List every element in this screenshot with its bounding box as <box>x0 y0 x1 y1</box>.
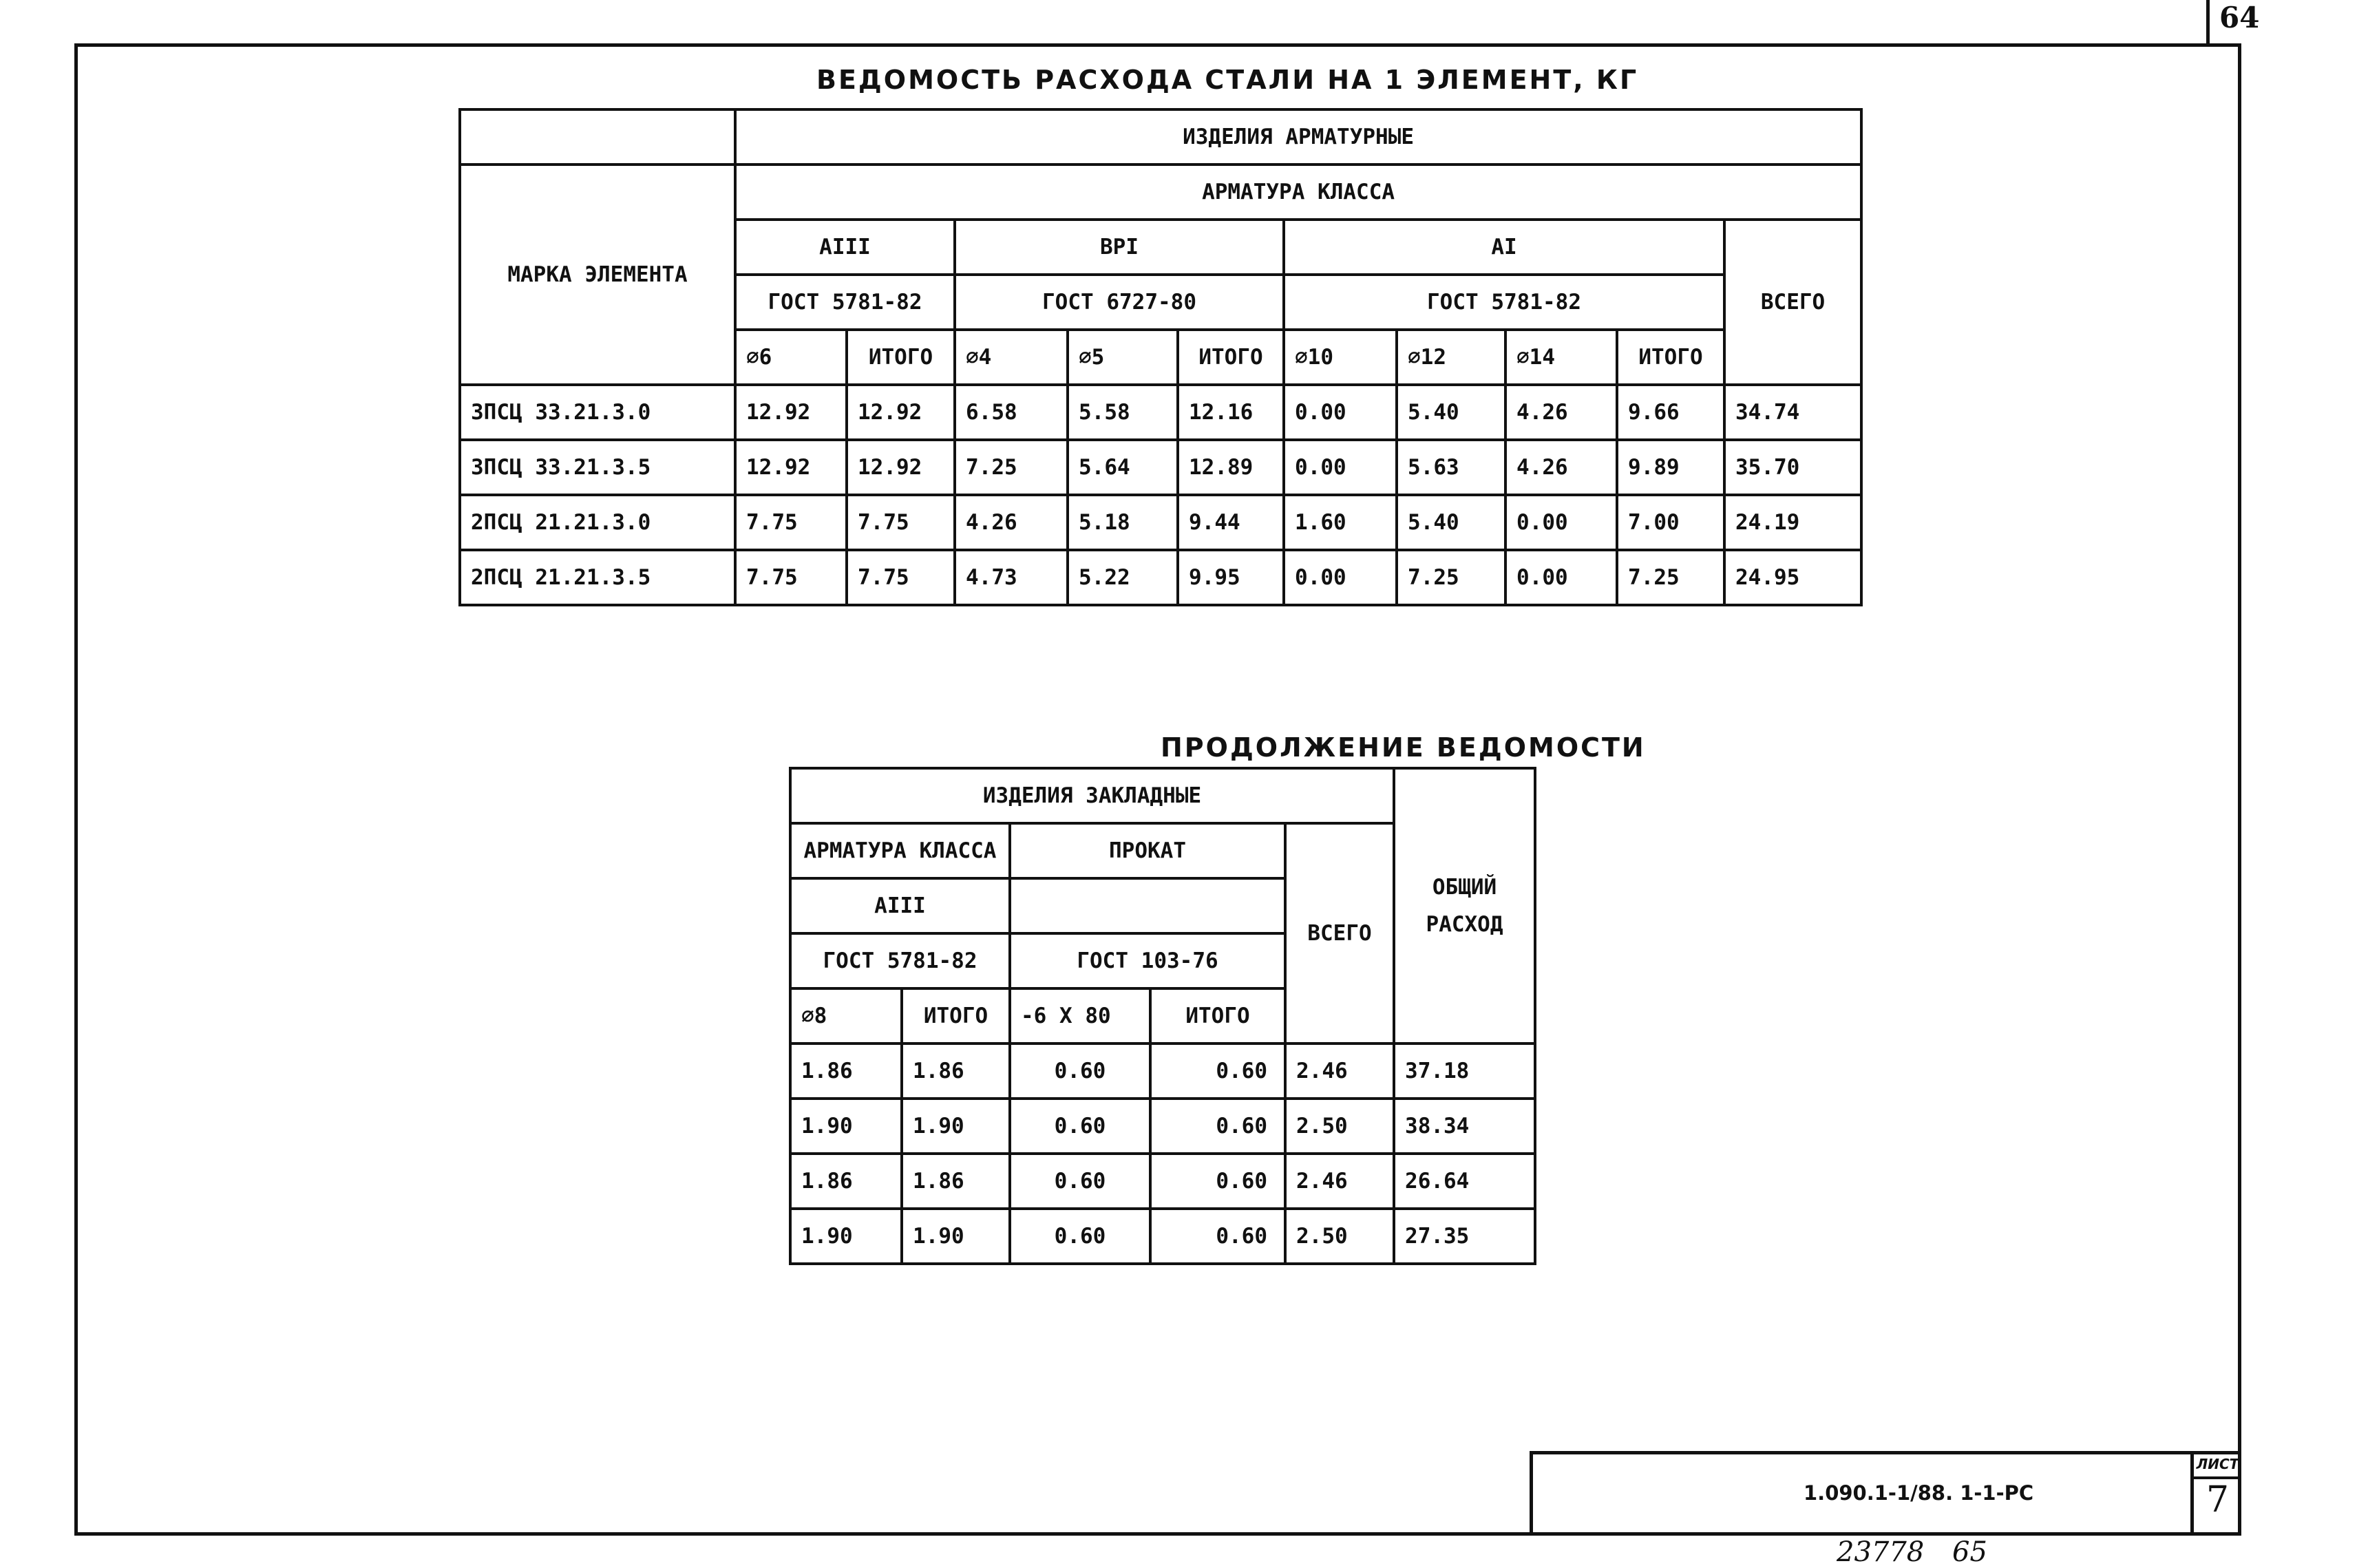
cell: 1.86 <box>790 1154 902 1209</box>
table-row <box>790 1154 1535 1209</box>
cell: 5.63 <box>1397 440 1505 495</box>
cell: 0.60 <box>1150 1099 1285 1154</box>
cell: 0.00 <box>1505 550 1617 605</box>
cell: 12.92 <box>735 440 847 495</box>
cell: 9.89 <box>1617 440 1724 495</box>
steel-consumption-table <box>458 108 1863 606</box>
cell: 6.58 <box>955 385 1068 440</box>
cell-general: 37.18 <box>1394 1043 1535 1099</box>
armatura-header: АРМАТУРА КЛАССА <box>790 823 1010 878</box>
col-header-d8: ∅8 <box>790 988 902 1043</box>
col-header-d4: ∅4 <box>955 330 1068 385</box>
general-header-line2: РАСХОД <box>1426 912 1503 937</box>
cell-total: 2.50 <box>1285 1099 1394 1154</box>
mark-header: МАРКА ЭЛЕМЕНТА <box>460 165 735 385</box>
class-header-vri: ВРI <box>955 220 1284 275</box>
class-header: АIII <box>790 878 1010 933</box>
table-row <box>460 440 1861 495</box>
table2-title: ПРОДОЛЖЕНИЕ ВЕДОМОСТИ <box>1161 732 1646 763</box>
cell: 0.60 <box>1010 1154 1150 1209</box>
cell-total: 2.46 <box>1285 1154 1394 1209</box>
cell: 9.66 <box>1617 385 1724 440</box>
total-header: ВСЕГО <box>1285 823 1394 1043</box>
table-row <box>790 1099 1535 1154</box>
cell: 0.00 <box>1505 495 1617 550</box>
cell: 12.89 <box>1178 440 1284 495</box>
cell: 1.90 <box>902 1099 1010 1154</box>
cell: 0.60 <box>1150 1154 1285 1209</box>
gost-header-3: ГОСТ 5781-82 <box>1284 275 1724 330</box>
cell: 0.60 <box>1010 1209 1150 1264</box>
general-header-line1: ОБЩИЙ <box>1432 875 1497 900</box>
cell: 4.26 <box>1505 440 1617 495</box>
table1-title: ВЕДОМОСТЬ РАСХОДА СТАЛИ НА 1 ЭЛЕМЕНТ, КГ <box>816 65 1639 95</box>
cell: 12.16 <box>1178 385 1284 440</box>
prokat-header: ПРОКАТ <box>1010 823 1285 878</box>
embedded-parts-table <box>789 767 1536 1265</box>
top-page-number: 64 <box>2206 0 2248 43</box>
cell-general: 26.64 <box>1394 1154 1535 1209</box>
col-header-itogo-3: ИТОГО <box>1617 330 1724 385</box>
cell: 0.00 <box>1284 550 1397 605</box>
cell: 0.60 <box>1150 1043 1285 1099</box>
cell: 0.60 <box>1150 1209 1285 1264</box>
cell: 4.26 <box>955 495 1068 550</box>
cell: 0.60 <box>1010 1099 1150 1154</box>
col-header-d12: ∅12 <box>1397 330 1505 385</box>
cell-general: 27.35 <box>1394 1209 1535 1264</box>
cell-total: 2.46 <box>1285 1043 1394 1099</box>
cell-total: 35.70 <box>1724 440 1861 495</box>
cell-total: 34.74 <box>1724 385 1861 440</box>
gost-header-2: ГОСТ 6727-80 <box>955 275 1284 330</box>
cell: 5.64 <box>1068 440 1178 495</box>
class-header-ai: АI <box>1284 220 1724 275</box>
cell: 5.40 <box>1397 385 1505 440</box>
gost-header-1: ГОСТ 5781-82 <box>735 275 955 330</box>
cell: 7.75 <box>847 495 955 550</box>
table-row <box>460 550 1861 605</box>
cell: 1.86 <box>902 1043 1010 1099</box>
cell: 5.18 <box>1068 495 1178 550</box>
col-header-d6: ∅6 <box>735 330 847 385</box>
cell: 5.22 <box>1068 550 1178 605</box>
table-row <box>460 385 1861 440</box>
cell-total: 24.95 <box>1724 550 1861 605</box>
cell: 7.00 <box>1617 495 1724 550</box>
cell: 0.60 <box>1010 1043 1150 1099</box>
row-mark: 2ПСЦ 21.21.3.0 <box>460 495 735 550</box>
cell: 4.73 <box>955 550 1068 605</box>
row-mark: 2ПСЦ 21.21.3.5 <box>460 550 735 605</box>
footer-page-number: 65 <box>1952 1536 1987 1568</box>
row-mark: 3ПСЦ 33.21.3.5 <box>460 440 735 495</box>
subgroup-header: АРМАТУРА КЛАССА <box>735 165 1861 220</box>
cell: 7.25 <box>955 440 1068 495</box>
group-header: ИЗДЕЛИЯ ЗАКЛАДНЫЕ <box>790 768 1394 823</box>
col-header-itogo-1: ИТОГО <box>847 330 955 385</box>
cell-general: 38.34 <box>1394 1099 1535 1154</box>
col-header-d14: ∅14 <box>1505 330 1617 385</box>
cell: 12.92 <box>735 385 847 440</box>
col-header-itogo-2: ИТОГО <box>1150 988 1285 1043</box>
cell-total: 24.19 <box>1724 495 1861 550</box>
prokat-class-blank <box>1010 878 1285 933</box>
sheet-box <box>2190 1453 2241 1536</box>
cell: 1.86 <box>790 1043 902 1099</box>
cell: 7.75 <box>735 550 847 605</box>
col-header-itogo-1: ИТОГО <box>902 988 1010 1043</box>
cell: 12.92 <box>847 440 955 495</box>
col-header-strip: -6 Х 80 <box>1010 988 1150 1043</box>
sheet-label: ЛИСТ <box>2194 1453 2241 1479</box>
col-header-d10: ∅10 <box>1284 330 1397 385</box>
row-mark: 3ПСЦ 33.21.3.0 <box>460 385 735 440</box>
cell: 0.00 <box>1284 385 1397 440</box>
col-header-d5: ∅5 <box>1068 330 1178 385</box>
cell: 9.44 <box>1178 495 1284 550</box>
gost-header-2: ГОСТ 103-76 <box>1010 933 1285 988</box>
cell: 9.95 <box>1178 550 1284 605</box>
cell: 5.58 <box>1068 385 1178 440</box>
gost-header-1: ГОСТ 5781-82 <box>790 933 1010 988</box>
document-code: 1.090.1-1/88. 1-1-РС <box>1804 1481 2034 1505</box>
cell: 7.75 <box>847 550 955 605</box>
general-header <box>1394 768 1535 1043</box>
cell-total: 2.50 <box>1285 1209 1394 1264</box>
cell: 7.25 <box>1397 550 1505 605</box>
cell: 12.92 <box>847 385 955 440</box>
sheet-number: 7 <box>2206 1479 2230 1521</box>
total-header: ВСЕГО <box>1724 220 1861 385</box>
group-header: ИЗДЕЛИЯ АРМАТУРНЫЕ <box>735 109 1861 165</box>
cell: 5.40 <box>1397 495 1505 550</box>
cell: 7.75 <box>735 495 847 550</box>
mark-header-top-cell <box>460 109 735 165</box>
cell: 1.90 <box>790 1209 902 1264</box>
cell: 7.25 <box>1617 550 1724 605</box>
col-header-itogo-2: ИТОГО <box>1178 330 1284 385</box>
cell: 1.60 <box>1284 495 1397 550</box>
cell: 1.90 <box>790 1099 902 1154</box>
class-header-aiii: АIII <box>735 220 955 275</box>
inventory-number: 23778 <box>1837 1536 1925 1568</box>
cell: 0.00 <box>1284 440 1397 495</box>
cell: 4.26 <box>1505 385 1617 440</box>
table-row <box>790 1043 1535 1099</box>
table-row <box>790 1209 1535 1264</box>
cell: 1.86 <box>902 1154 1010 1209</box>
table-row <box>460 495 1861 550</box>
cell: 1.90 <box>902 1209 1010 1264</box>
